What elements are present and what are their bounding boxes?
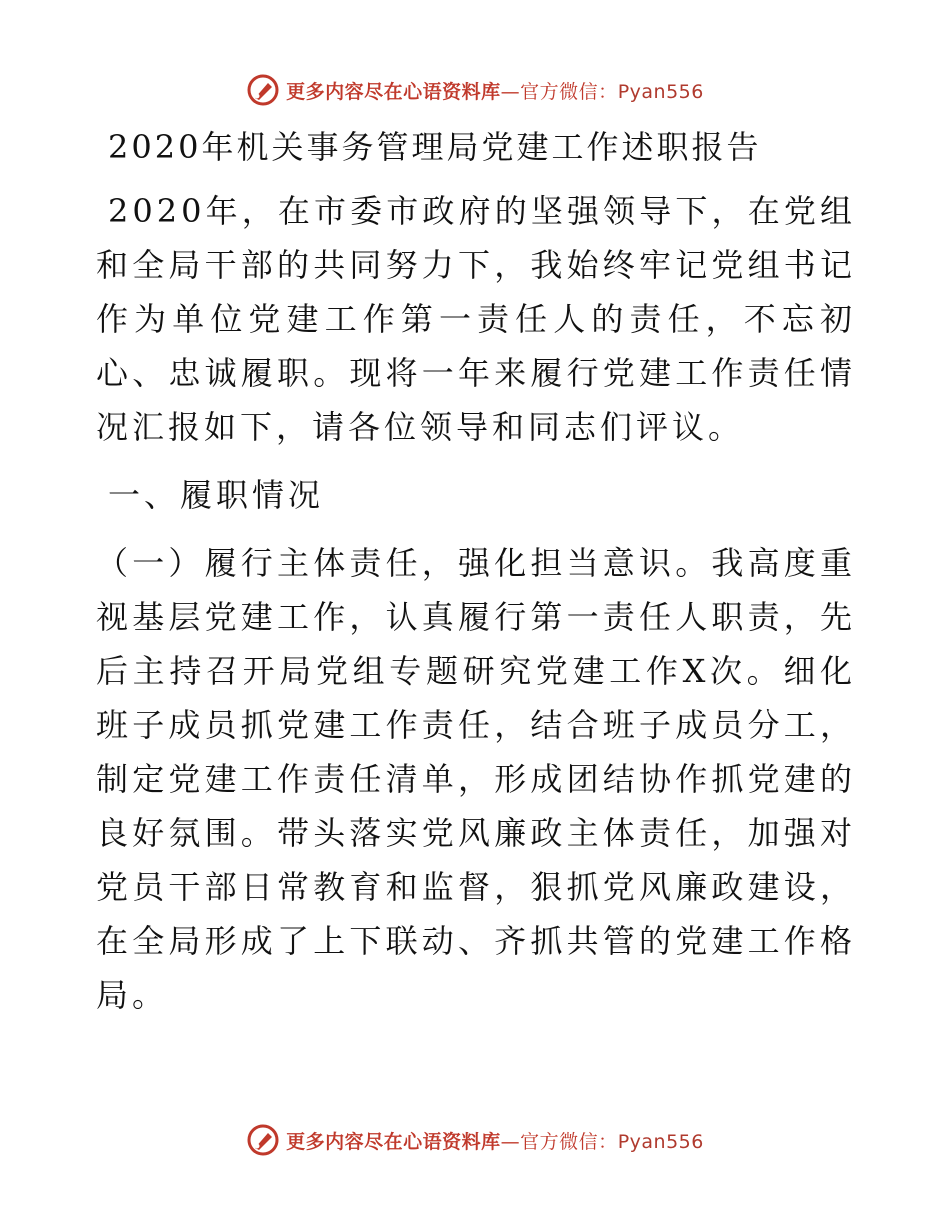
pen-logo-icon — [246, 73, 280, 107]
footer-watermark — [0, 1120, 950, 1160]
header-watermark — [0, 70, 950, 110]
watermark-wechat-id: Pyan556 — [617, 1130, 704, 1153]
document-title: 2020年机关事务管理局党建工作述职报告 — [108, 128, 762, 166]
watermark-text — [286, 1127, 704, 1154]
document-body — [96, 122, 856, 1022]
watermark-wechat-id: Pyan556 — [617, 80, 704, 103]
watermark-text — [286, 77, 704, 104]
watermark-brand: 更多内容尽在心语资料库 — [286, 1130, 501, 1153]
watermark-brand: 更多内容尽在心语资料库 — [286, 80, 501, 103]
section-heading: 一、履职情况 — [108, 476, 325, 514]
watermark-separator: — — [500, 1130, 521, 1153]
pen-logo-icon — [246, 1123, 280, 1157]
watermark-wechat-label: 官方微信： — [520, 1130, 618, 1153]
intro-paragraph: 2020年，在市委市政府的坚强领导下，在党组和全局干部的共同努力下，我始终牢记党组书记作为单位党建工作第一责任人的责任，不忘初心、忠诚履职。现将一年来履行党建工作责任情况汇报如下，请各位领导和同志们评议。 — [96, 192, 856, 446]
watermark-separator: — — [500, 80, 521, 103]
section-paragraph: （一）履行主体责任，强化担当意识。我高度重视基层党建工作，认真履行第一责任人职责，先后主持召开局党组专题研究党建工作X次。细化班子成员抓党建工作责任，结合班子成员分工，制定党建工作责任清单，形成团结协作抓党建的良好氛围。带头落实党风廉政主体责任，加强对党员干部日常教育和监督，狠抓党风廉政建设，在全局形成了上下联动、齐抓共管的党建工作格局。 — [96, 544, 856, 1014]
watermark-wechat-label: 官方微信： — [520, 80, 618, 103]
